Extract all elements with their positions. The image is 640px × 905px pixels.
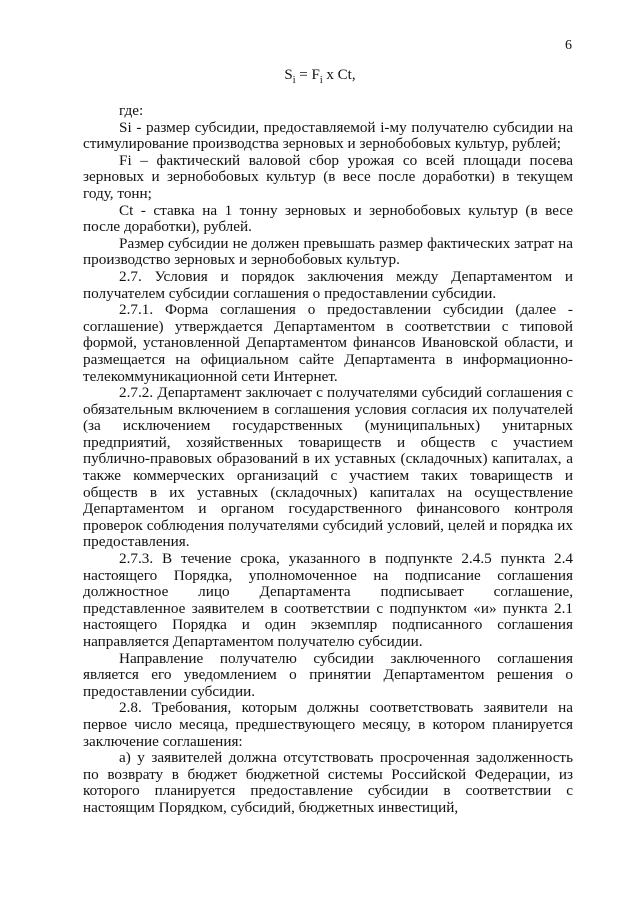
formula-s: S [284,67,293,83]
paragraph: 2.7.1. Форма соглашения о предоставлении субсидии (далее - соглашение) утверждается Департаментом в соответствии с типовой формой, установленной Департаментом финансов Ивановской области, и размещается на официальном сайте Департамента в информационно-телекоммуникационной сети Интернет. [83,301,573,385]
paragraph: Fi – фактический валовой сбор урожая со всей площади посева зерновых и зернобобовых культур (в весе после доработки) в текущем году, тонн; [83,151,573,202]
page-number: 6 [565,38,572,53]
formula-f-subscript: i [319,75,323,86]
paragraph: Направление получателю субсидии заключенного соглашения является его уведомлением о принятии Департаментом решения о предоставлении субсидии. [83,649,573,700]
formula-rest: x Ct, [322,67,356,83]
subsidy-formula [0,67,640,84]
paragraph: 2.7.3. В течение срока, указанного в подпункте 2.4.5 пункта 2.4 настоящего Порядка, уполномоченное на подписание соглашения должностное лицо Департамента подписывает соглашение, представленное заявителем в соответствии с подпунктом «и» пункта 2.1 настоящего Порядка и один экземпляр подписанного соглашения направляется Департаментом получателю субсидии. [83,550,573,650]
paragraph: Ct - ставка на 1 тонну зерновых и зернобобовых культур (в весе после доработки), рублей. [83,201,573,236]
paragraph: 2.8. Требования, которым должны соответствовать заявители на первое число месяца, предшествующего месяцу, в котором планируется заключение соглашения: [83,699,573,750]
paragraph: 2.7. Условия и порядок заключения между Департаментом и получателем субсидии соглашения о предоставлении субсидии. [83,267,573,302]
formula-eq: = F [295,67,320,83]
paragraph: 2.7.2. Департамент заключает с получателями субсидий соглашения с обязательным включением в соглашения условия согласия их получателей (за исключением государственных (муниципальных) унитарных предприятий, хозяйственных товариществ и обществ с участием публично-правовых образований в их уставных (складочных) капиталах, а также коммерческих организаций с участием таких товариществ и обществ в их уставных (складочных) капиталах на осуществление Департаментом и органом государственного финансового контроля проверок соблюдения получателями субсидий условий, целей и порядка их предоставления. [83,384,573,551]
paragraph: а) у заявителей должна отсутствовать просроченная задолженность по возврату в бюджет бюджетной системы Российской Федерации, из которого планируется предоставление субсидии в соответствии с настоящим Порядком, субсидий, бюджетных инвестиций, [83,749,573,816]
formula-s-subscript: i [292,75,296,86]
paragraph: Si - размер субсидии, предоставляемой i-му получателю субсидии на стимулирование производства зерновых и зернобобовых культур, рублей; [83,118,573,153]
paragraph: где: [119,102,144,119]
document-body [83,103,573,817]
paragraph: Размер субсидии не должен превышать размер фактических затрат на производство зерновых и зернобобовых культур. [83,234,573,269]
